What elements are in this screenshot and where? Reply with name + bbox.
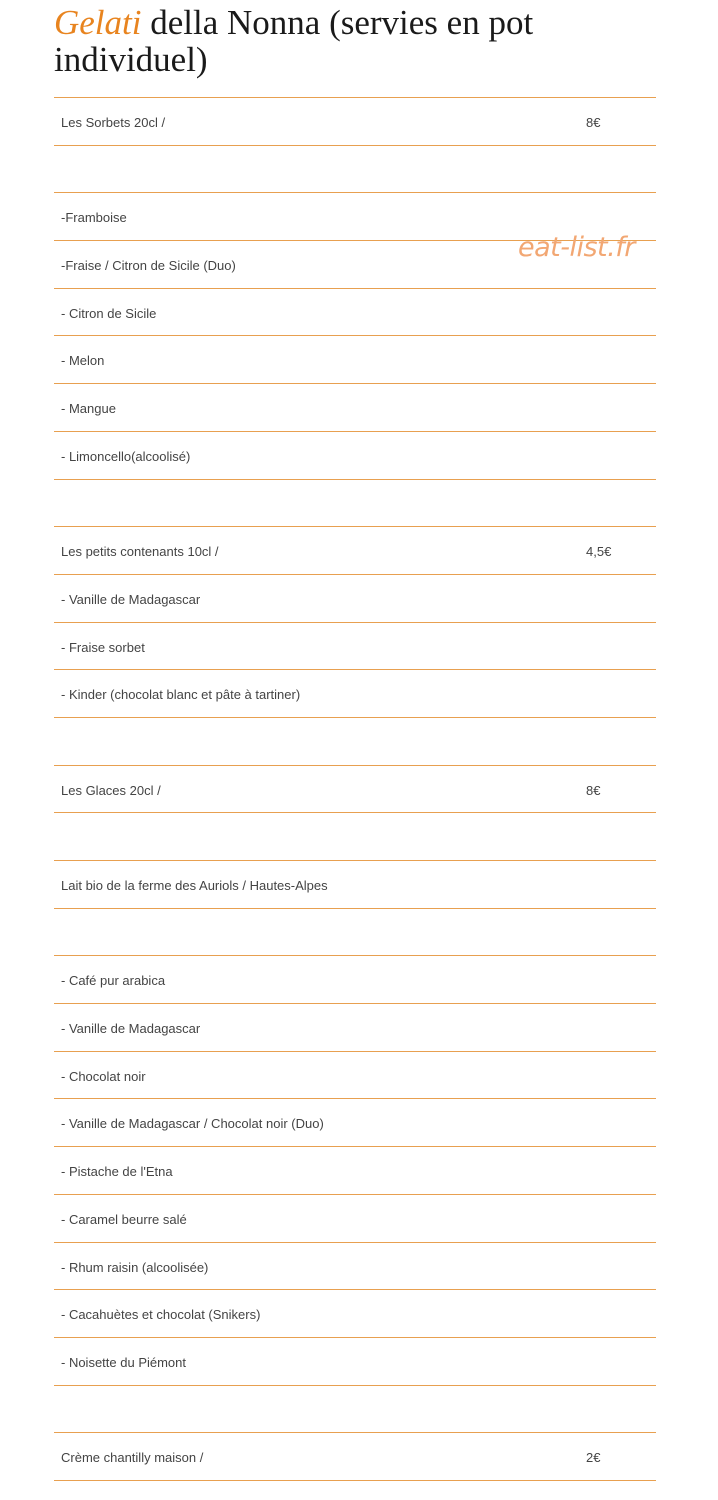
item-name: - Vanille de Madagascar [61, 1021, 201, 1037]
item-name: Les Sorbets 20cl / [61, 115, 166, 130]
menu-row [54, 384, 656, 432]
menu-row [54, 1290, 656, 1338]
item-price: 4,5€ [586, 544, 612, 560]
item-name: -Framboise [61, 210, 127, 226]
menu-row [54, 432, 656, 480]
menu-row [54, 861, 656, 909]
menu-row [54, 98, 656, 146]
menu-row [54, 1338, 656, 1386]
item-name: - Rhum raisin (alcoolisée) [61, 1259, 209, 1275]
item-name: Les Glaces 20cl / [61, 782, 161, 798]
item-name: - Cacahuètes et chocolat (Snikers) [61, 1307, 261, 1323]
menu-row [54, 527, 656, 575]
menu-row [54, 1052, 656, 1100]
menu-row [54, 1433, 656, 1481]
item-name: - Vanille de Madagascar [61, 591, 201, 607]
item-name: - Chocolat noir [61, 1068, 146, 1084]
menu-row [54, 336, 656, 384]
item-name: Les petits contenants 10cl / [61, 544, 219, 560]
item-name: - Pistache de l'Etna [61, 1164, 173, 1180]
menu-row [54, 1004, 656, 1052]
title-accent: Gelati [54, 3, 142, 42]
item-name: - Melon [61, 353, 105, 369]
item-name: - Kinder (chocolat blanc et pâte à tartiner) [61, 687, 301, 703]
item-price: 2€ [586, 1450, 601, 1466]
menu-row [54, 146, 656, 194]
item-name: - Caramel beurre salé [61, 1211, 187, 1227]
item-name: - Citron de Sicile [61, 305, 157, 321]
menu-row [54, 1099, 656, 1147]
menu-row [54, 289, 656, 337]
menu-row [54, 956, 656, 1004]
item-name: -Fraise / Citron de Sicile (Duo) [61, 258, 236, 274]
item-name: Crème chantilly maison / [61, 1450, 204, 1466]
menu-row [54, 1243, 656, 1291]
title-rest: della Nonna (servies en pot individuel) [54, 3, 534, 79]
menu-row [54, 909, 656, 957]
item-name: Lait bio de la ferme des Auriols / Hautes-Alpes [61, 878, 328, 893]
page-title [54, 4, 674, 78]
item-name: - Fraise sorbet [61, 639, 145, 655]
menu-row [54, 1386, 656, 1434]
menu-row [54, 766, 656, 814]
item-name: - Limoncello(alcoolisé) [61, 448, 191, 464]
item-name: - Noisette du Piémont [61, 1354, 187, 1370]
menu-row [54, 1147, 656, 1195]
menu-row [54, 813, 656, 861]
menu-row [54, 575, 656, 623]
item-price: 8€ [586, 782, 601, 798]
watermark: eat-list.fr [518, 232, 635, 263]
menu-row [54, 718, 656, 766]
menu-row [54, 480, 656, 528]
menu-row [54, 1195, 656, 1243]
menu-row [54, 670, 656, 718]
item-price: 8€ [586, 115, 601, 130]
menu-table [54, 97, 656, 1481]
item-name: - Mangue [61, 401, 116, 417]
menu-row [54, 623, 656, 671]
item-name: - Vanille de Madagascar / Chocolat noir (Duo) [61, 1116, 324, 1132]
item-name: - Café pur arabica [61, 973, 166, 989]
